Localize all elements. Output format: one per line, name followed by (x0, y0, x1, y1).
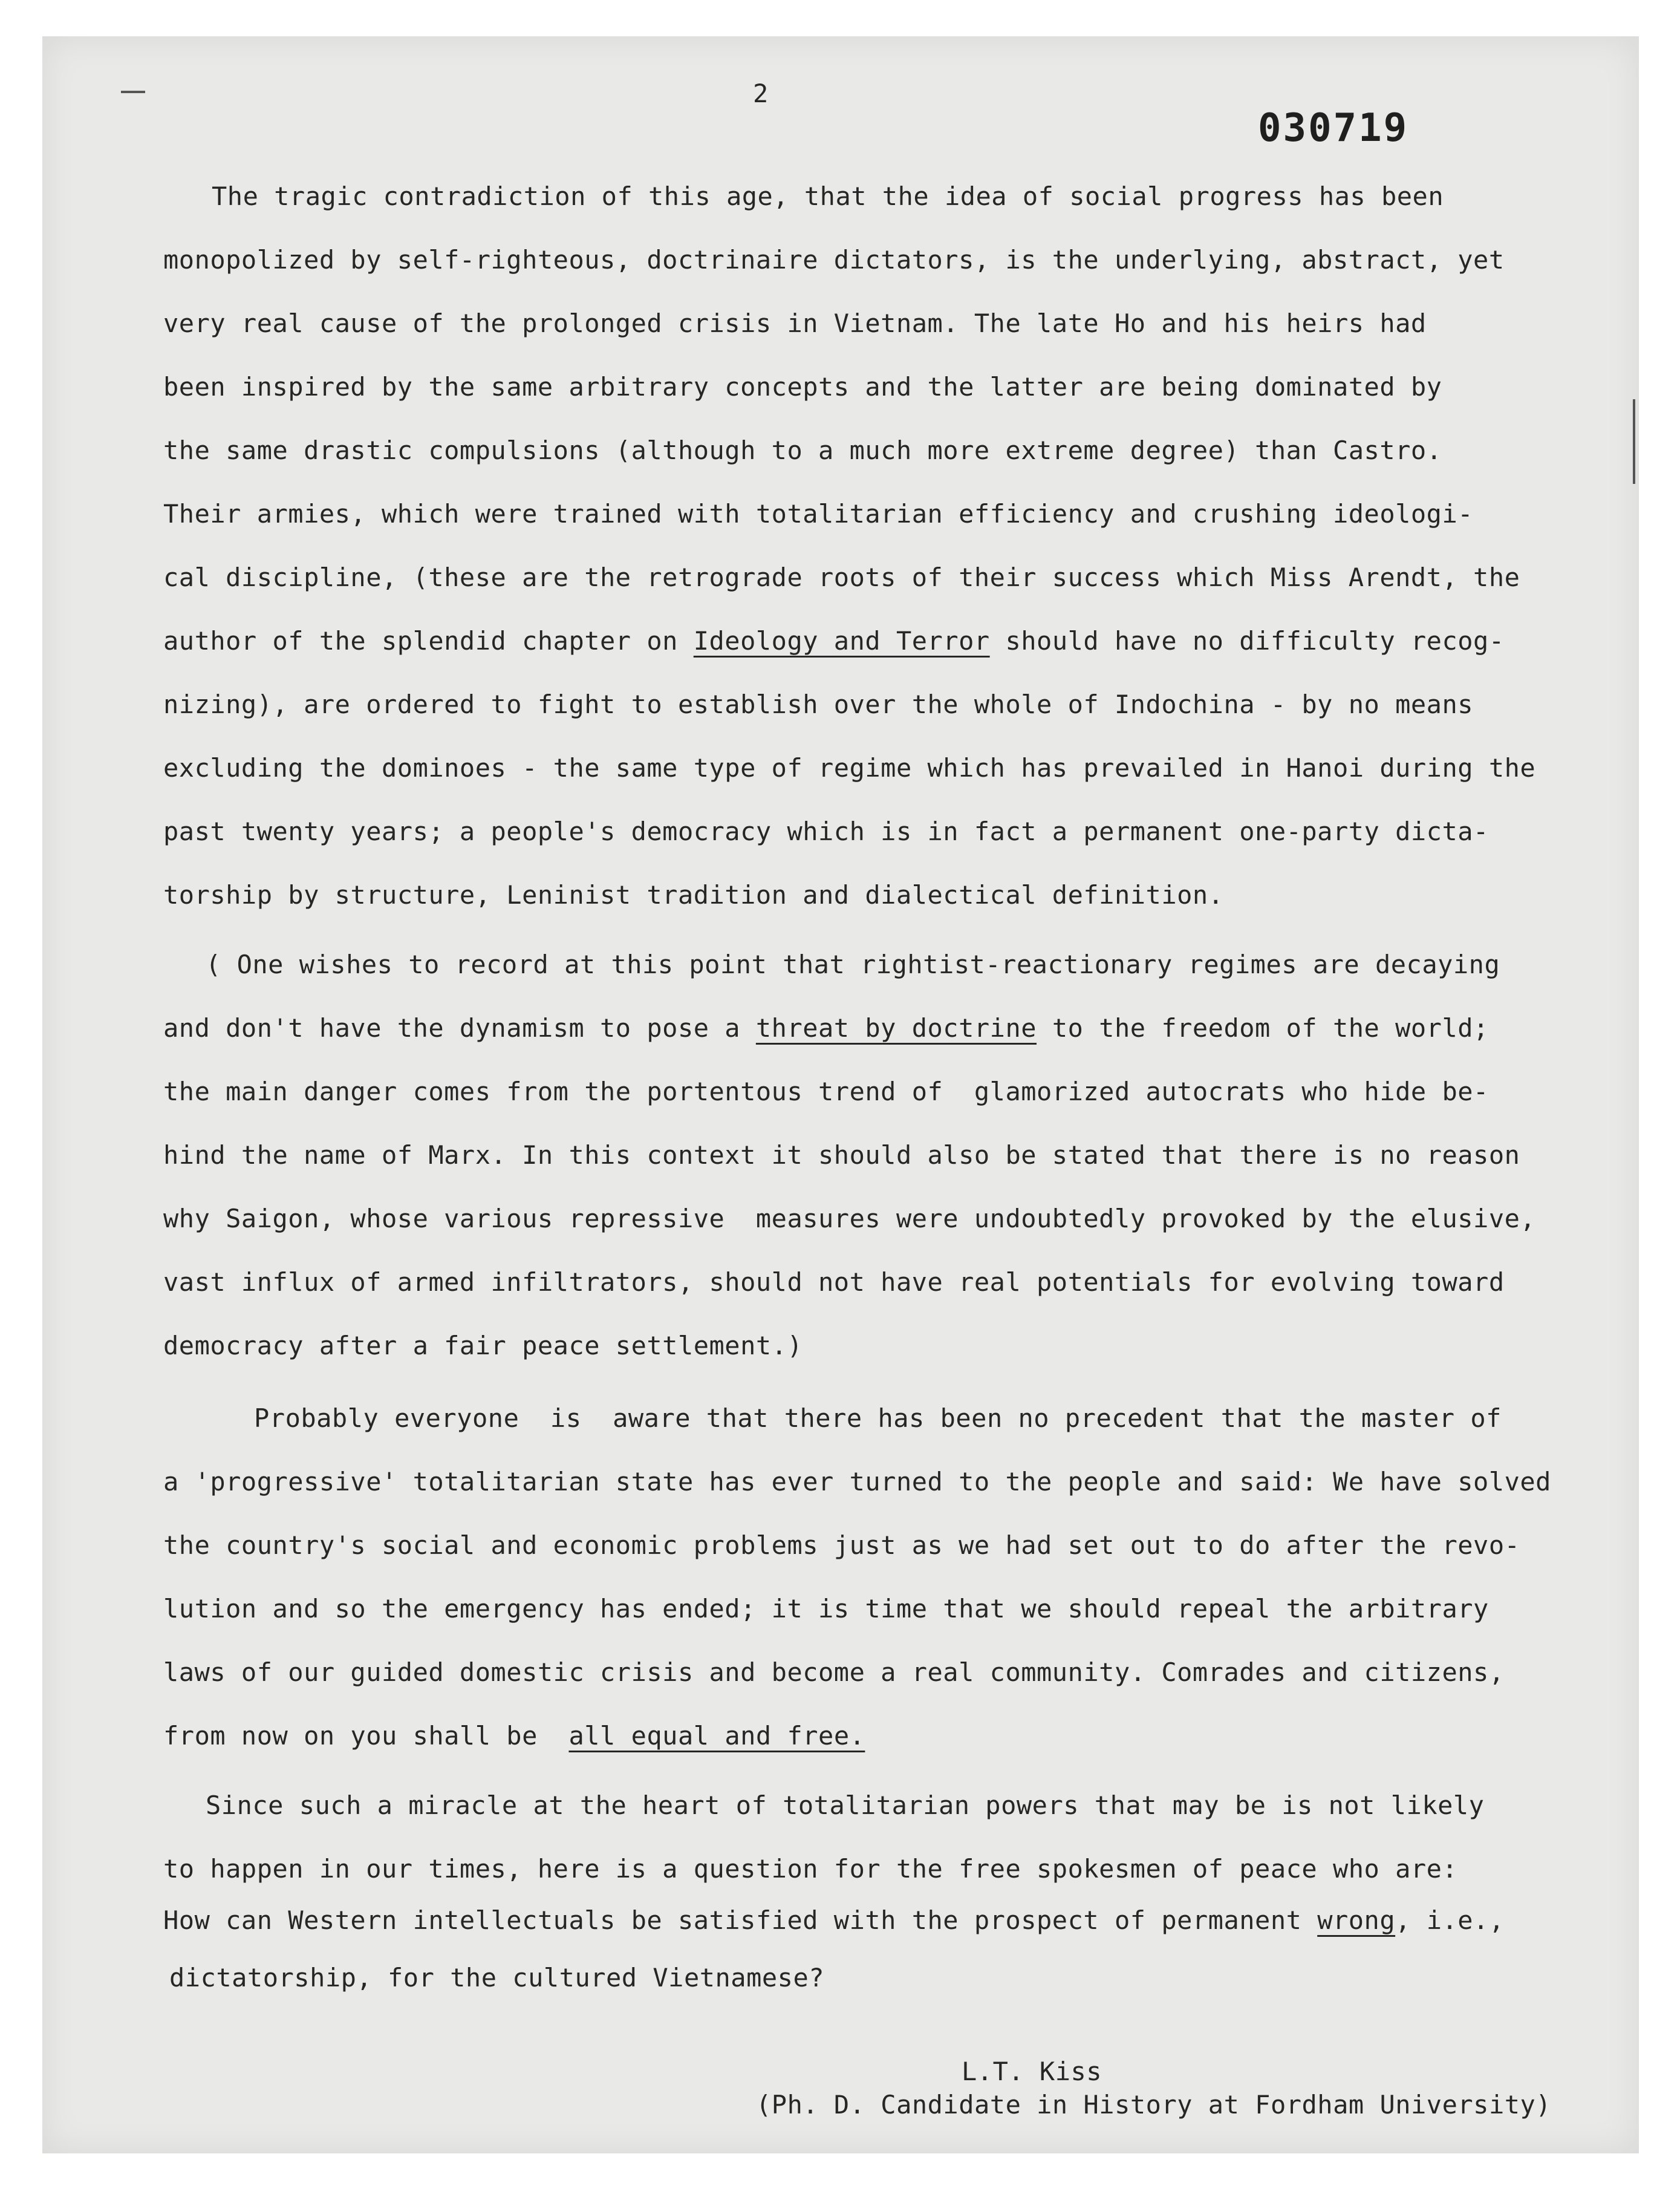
line-8-suffix: should have no difficulty recog- (989, 626, 1505, 656)
paragraph-4-line-4: dictatorship, for the cultured Vietnamese? (169, 1963, 825, 1992)
p2-line-2-prefix: and don't have the dynamism to pose a (163, 1013, 756, 1043)
paragraph-1-line-3: very real cause of the prolonged crisis in Vietnam. The late Ho and his heirs had (163, 308, 1427, 338)
paragraph-2-line-2 (163, 1013, 1489, 1043)
paragraph-2-line-7: democracy after a fair peace settlement.) (163, 1331, 803, 1360)
paragraph-3-line-3: the country's social and economic problems just as we had set out to do after the revo- (163, 1530, 1520, 1560)
paragraph-3-line-2: a 'progressive' totalitarian state has ever turned to the people and said: We have solved (163, 1467, 1551, 1496)
paragraph-1-line-9: nizing), are ordered to fight to establish over the whole of Indochina - by no means (163, 690, 1474, 719)
paragraph-2-line-5: why Saigon, whose various repressive measures were undoubtedly provoked by the elusive, (163, 1204, 1536, 1233)
paragraph-3-line-4: lution and so the emergency has ended; it is time that we should repeal the arbitrary (163, 1594, 1489, 1624)
paragraph-2-line-6: vast influx of armed infiltrators, should not have real potentials for evolving toward (163, 1267, 1505, 1297)
paragraph-1-line-12: torship by structure, Leninist tradition and dialectical definition. (163, 880, 1224, 910)
paragraph-3-line-6 (163, 1721, 865, 1751)
paragraph-1-line-6: Their armies, which were trained with totalitarian efficiency and crushing ideologi- (163, 499, 1474, 529)
underlined-wrong: wrong (1317, 1905, 1396, 1935)
paragraph-1-line-8 (163, 626, 1505, 656)
page-number: 2 (753, 79, 769, 108)
paragraph-1-line-1: The tragic contradiction of this age, that the idea of social progress has been (212, 181, 1444, 211)
paragraph-4-line-1: Since such a miracle at the heart of totalitarian powers that may be is not likely (206, 1790, 1485, 1820)
corner-scan-mark (121, 91, 145, 93)
paragraph-4-line-3 (163, 1905, 1505, 1935)
paragraph-1-line-2: monopolized by self-righteous, doctrinaire dictators, is the underlying, abstract, yet (163, 245, 1505, 275)
p3-line-6-prefix: from now on you shall be (163, 1721, 569, 1751)
paragraph-2-line-4: hind the name of Marx. In this context it should also be stated that there is no reason (163, 1140, 1520, 1170)
signature-name: L.T. Kiss (962, 2057, 1102, 2086)
paragraph-2-line-3: the main danger comes from the portentous trend of glamorized autocrats who hide be- (163, 1077, 1489, 1106)
document-number: 030719 (1258, 106, 1409, 151)
p4-line-3-prefix: How can Western intellectuals be satisfied with the prospect of permanent (163, 1905, 1318, 1935)
underlined-all-equal-and-free: all equal and free. (568, 1721, 865, 1751)
line-8-prefix: author of the splendid chapter on (163, 626, 694, 656)
document-page (42, 36, 1639, 2153)
paragraph-1-line-11: past twenty years; a people's democracy which is in fact a permanent one-party dicta- (163, 817, 1489, 846)
paragraph-1-line-10: excluding the dominoes - the same type of regime which has prevailed in Hanoi during the (163, 753, 1536, 783)
paragraph-1-line-5: the same drastic compulsions (although to a much more extreme degree) than Castro. (163, 436, 1442, 465)
p2-line-2-suffix: to the freedom of the world; (1037, 1013, 1489, 1043)
signature-affiliation: (Ph. D. Candidate in History at Fordham University) (756, 2090, 1552, 2120)
underlined-ideology-and-terror: Ideology and Terror (693, 626, 990, 656)
p4-line-3-suffix: , i.e., (1395, 1905, 1505, 1935)
underlined-threat-by-doctrine: threat by doctrine (755, 1013, 1037, 1043)
paragraph-2-line-1: ( One wishes to record at this point that rightist-reactionary regimes are decaying (206, 950, 1500, 979)
margin-scan-mark (1633, 399, 1635, 484)
paragraph-1-line-7: cal discipline, (these are the retrograde roots of their success which Miss Arendt, the (163, 563, 1520, 592)
paragraph-3-line-5: laws of our guided domestic crisis and become a real community. Comrades and citizens, (163, 1657, 1505, 1687)
paragraph-1-line-4: been inspired by the same arbitrary concepts and the latter are being dominated by (163, 372, 1442, 402)
paragraph-4-line-2: to happen in our times, here is a question for the free spokesmen of peace who are: (163, 1854, 1458, 1884)
paragraph-3-line-1: Probably everyone is aware that there has been no precedent that the master of (254, 1403, 1502, 1433)
